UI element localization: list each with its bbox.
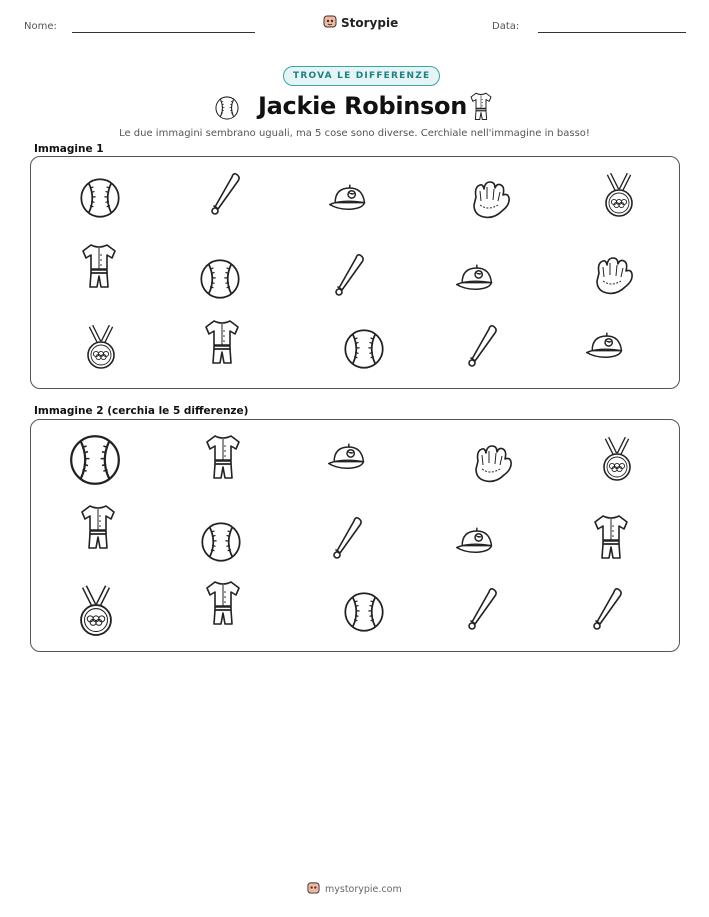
bat-icon[interactable] [327, 515, 367, 563]
glove-icon[interactable] [470, 443, 514, 487]
uniform-icon [468, 92, 494, 126]
cap-icon[interactable] [325, 436, 369, 480]
activity-badge: TROVA LE DIFFERENZE [283, 66, 440, 86]
medal-icon [81, 324, 121, 372]
date-label: Data: [492, 21, 520, 32]
uniform-icon [79, 243, 119, 291]
baseball-icon [214, 95, 240, 125]
name-label: Nome: [24, 21, 57, 32]
storypie-mascot-icon [323, 14, 337, 31]
medal-icon[interactable] [597, 436, 637, 484]
baseball-icon [198, 257, 242, 301]
bat-icon[interactable] [462, 586, 502, 634]
page-title: Jackie Robinson [258, 92, 467, 120]
glove-icon [591, 255, 635, 299]
name-field[interactable] [72, 32, 255, 33]
medal-icon [599, 172, 639, 220]
footer-site: mystorypie.com [325, 883, 402, 895]
bat-icon [205, 171, 245, 219]
uniform-icon[interactable] [203, 434, 243, 482]
image1-panel [30, 156, 680, 389]
brand-name: Storypie [341, 15, 399, 30]
baseball-icon [78, 176, 122, 220]
uniform-icon[interactable] [591, 514, 631, 562]
bat-icon [462, 323, 502, 371]
footer [307, 881, 402, 897]
cap-icon [453, 257, 497, 301]
brand-logo [323, 14, 398, 31]
uniform-icon[interactable] [78, 504, 118, 552]
baseball-icon[interactable] [342, 590, 386, 634]
uniform-icon[interactable] [203, 580, 243, 628]
cap-icon [326, 177, 370, 221]
cap-icon [583, 325, 627, 369]
date-field[interactable] [538, 32, 686, 33]
image2-label: Immagine 2 (cerchia le 5 differenze) [34, 405, 249, 417]
bat-icon[interactable] [587, 586, 627, 634]
storypie-mascot-icon [307, 881, 320, 897]
bat-icon [329, 252, 369, 300]
glove-icon [468, 179, 512, 223]
baseball-icon[interactable] [199, 520, 243, 564]
image2-panel[interactable] [30, 419, 680, 652]
instructions: Le due immagini sembrano uguali, ma 5 cose sono diverse. Cerchiale nell'immagine in basso! [119, 128, 590, 139]
baseball-icon [342, 327, 386, 371]
image1-label: Immagine 1 [34, 143, 104, 155]
uniform-icon [202, 319, 242, 367]
medal-icon[interactable] [73, 579, 119, 645]
baseball-icon[interactable] [67, 432, 123, 488]
cap-icon[interactable] [453, 520, 497, 564]
